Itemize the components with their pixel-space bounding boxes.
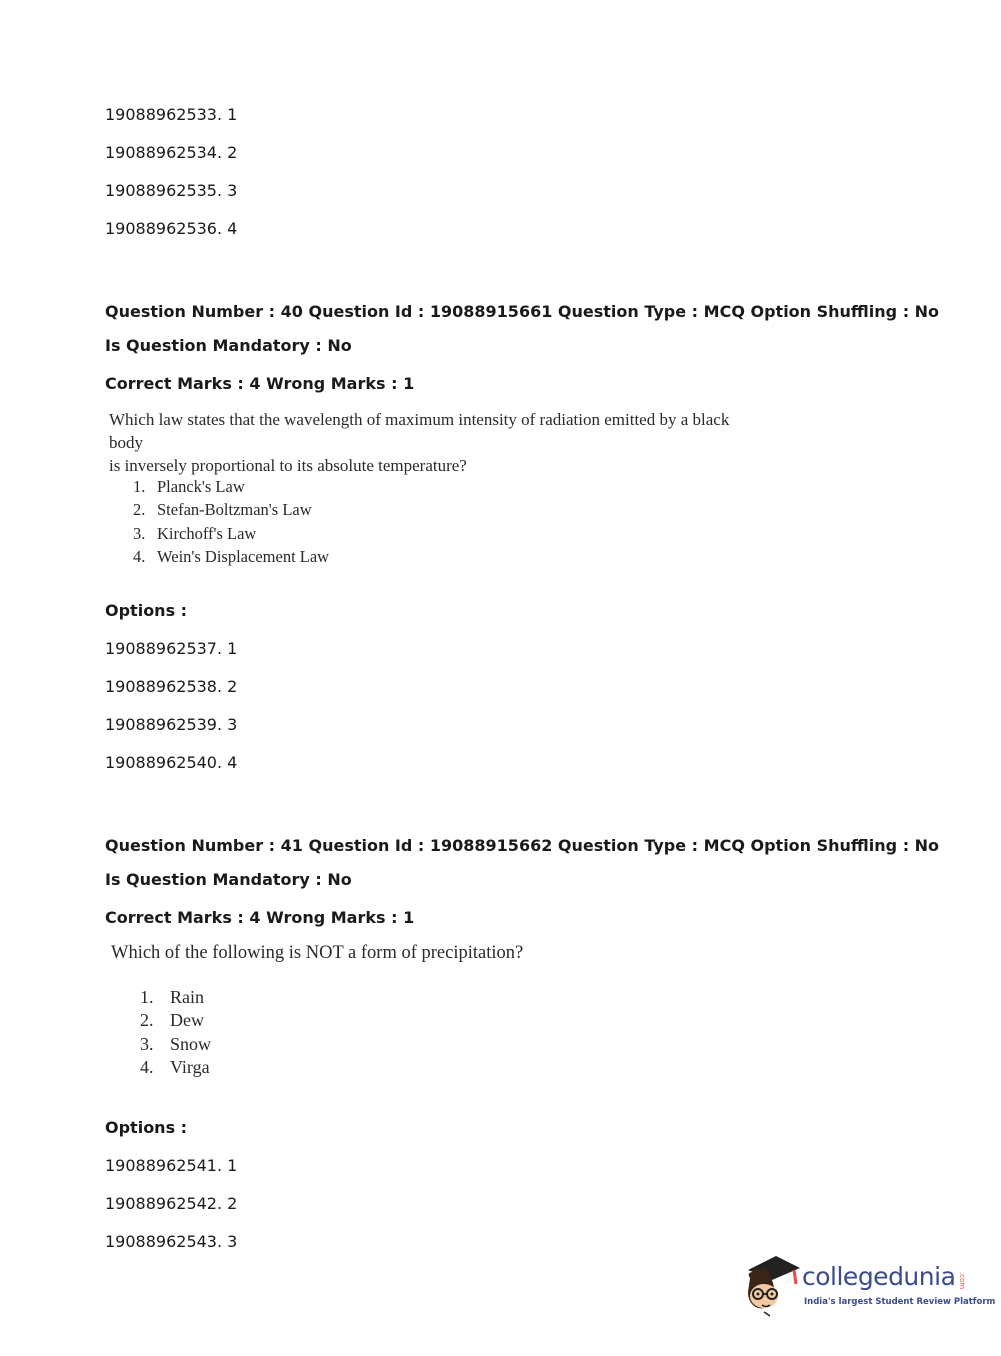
option-item: 19088962541. 1 [105,1156,238,1175]
logo-tagline: India's largest Student Review Platform [804,1297,996,1307]
question-mandatory: Is Question Mandatory : No [105,870,352,889]
answer-choice [133,477,329,500]
choice-label: Wein's Displacement Law [157,546,330,566]
question-header: Question Number : 40 Question Id : 19088915661 Question Type : MCQ Option Shuffling : No [105,302,940,321]
option-item: 19088962536. 4 [105,219,238,238]
option-item: 19088962533. 1 [105,105,238,124]
choice-number: 1. [133,477,146,496]
choice-number: 3. [133,523,146,543]
choice-label: Planck's Law [157,477,245,496]
answer-choice [140,1034,211,1057]
choice-label: Stefan-Boltzman's Law [157,500,312,520]
choice-label: Rain [170,987,204,1007]
question-text: Which of the following is NOT a form of precipitation? [111,943,524,963]
answer-choices [140,987,211,1080]
collegedunia-logo[interactable] [742,1250,996,1318]
logo-domain-suffix: .com [958,1272,966,1290]
question-marks: Correct Marks : 4 Wrong Marks : 1 [105,908,415,927]
choice-number: 4. [133,546,146,566]
choice-number: 3. [140,1033,154,1054]
option-item: 19088962537. 1 [105,639,238,658]
choice-label: Virga [170,1056,210,1077]
answer-choice [140,987,211,1010]
choice-label: Kirchoff's Law [157,523,257,543]
question-mandatory: Is Question Mandatory : No [105,336,352,355]
choice-label: Snow [170,1033,212,1054]
answer-choice [133,547,329,570]
question-marks: Correct Marks : 4 Wrong Marks : 1 [105,374,415,393]
student-mascot-icon [742,1250,802,1318]
logo-wordmark: collegedunia [802,1262,956,1291]
options-label: Options : [105,1118,188,1137]
answer-choice [133,500,329,523]
option-item: 19088962539. 3 [105,715,238,734]
options-label: Options : [105,601,188,620]
choice-number: 4. [140,1056,154,1077]
question-header: Question Number : 41 Question Id : 19088915662 Question Type : MCQ Option Shuffling : No [105,836,940,855]
answer-choice [133,524,329,547]
answer-choice [140,1010,211,1033]
option-item: 19088962538. 2 [105,677,238,696]
choice-number: 1. [140,987,154,1007]
option-item: 19088962542. 2 [105,1194,238,1213]
option-item: 19088962543. 3 [105,1232,238,1251]
choice-label: Dew [170,1010,204,1031]
choice-number: 2. [140,1010,154,1031]
question-text-line: is inversely proportional to its absolute temperature? [109,456,467,475]
option-item: 19088962540. 4 [105,753,238,772]
answer-choices [133,477,329,570]
question-text-line: Which law states that the wavelength of maximum intensity of radiation emitted by a black body [109,410,730,452]
choice-number: 2. [133,500,146,520]
option-item: 19088962535. 3 [105,181,238,200]
question-text [109,408,749,477]
answer-choice [140,1057,211,1080]
option-item: 19088962534. 2 [105,143,238,162]
